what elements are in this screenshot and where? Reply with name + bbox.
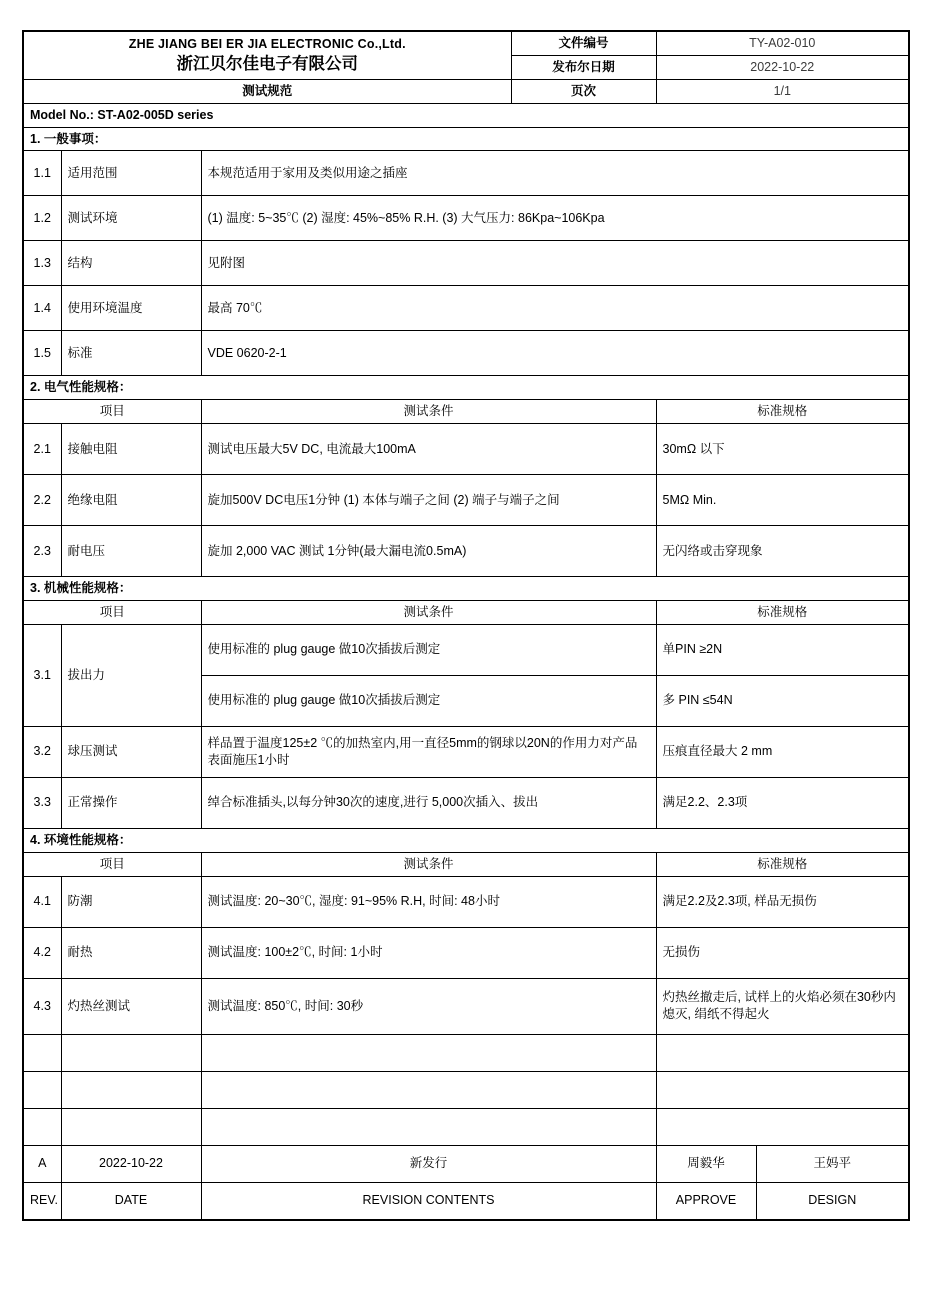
row-spec: 满足2.2及2.3项, 样品无损伤	[656, 876, 909, 927]
blank-cell	[656, 1108, 909, 1145]
revision-entry-row	[23, 1145, 909, 1182]
revision-label-contents: REVISION CONTENTS	[201, 1182, 656, 1220]
column-header-row	[23, 601, 909, 625]
header-row-3	[23, 79, 909, 103]
table-row	[23, 331, 909, 376]
column-header-item: 项目	[23, 852, 201, 876]
row-item: 正常操作	[61, 777, 201, 828]
column-header-item: 项目	[23, 601, 201, 625]
row-no: 2.3	[23, 526, 61, 577]
table-row	[23, 927, 909, 978]
table-row	[23, 777, 909, 828]
row-spec: 无闪络或击穿现象	[656, 526, 909, 577]
blank-cell	[61, 1108, 201, 1145]
section-title: 2. 电气性能规格：	[23, 376, 909, 400]
row-no: 3.1	[23, 624, 61, 726]
model-row	[23, 103, 909, 127]
row-condition: 样品置于温度125±2 ℃的加热室内,用一直径5mm的钢球以20N的作用力对产品表面施压1小时	[201, 726, 656, 777]
doc-no-value: TY-A02-010	[656, 31, 909, 55]
row-spec: 压痕直径最大 2 mm	[656, 726, 909, 777]
row-spec: 单PIN ≥2N	[656, 624, 909, 675]
revision-contents: 新发行	[201, 1145, 656, 1182]
page-label: 页次	[511, 79, 656, 103]
row-spec: 多 PIN ≤54N	[656, 675, 909, 726]
section-heading-2	[23, 376, 909, 400]
row-spec: 灼热丝撤走后, 试样上的火焰必须在30秒内熄灭, 绢纸不得起火	[656, 978, 909, 1034]
row-item: 防潮	[61, 876, 201, 927]
row-no: 1.5	[23, 331, 61, 376]
column-header-condition: 测试条件	[201, 400, 656, 424]
row-item: 耐电压	[61, 526, 201, 577]
column-header-condition: 测试条件	[201, 601, 656, 625]
blank-row	[23, 1071, 909, 1108]
revision-label-rev: REV.	[23, 1182, 61, 1220]
company-name-en: ZHE JIANG BEI ER JIA ELECTRONIC Co.,Ltd.	[128, 36, 406, 51]
section-title: 3. 机械性能规格：	[23, 577, 909, 601]
row-condition: 旋加 2,000 VAC 测试 1分钟(最大漏电流0.5mA)	[201, 526, 656, 577]
row-condition: 使用标准的 plug gauge 做10次插拔后测定	[201, 675, 656, 726]
column-header-spec: 标准规格	[656, 400, 909, 424]
table-row	[23, 526, 909, 577]
revision-approve: 周毅华	[656, 1145, 756, 1182]
blank-cell	[61, 1034, 201, 1071]
table-row	[23, 286, 909, 331]
row-spec: 满足2.2、2.3项	[656, 777, 909, 828]
revision-label-design: DESIGN	[756, 1182, 909, 1220]
blank-cell	[23, 1108, 61, 1145]
table-row	[23, 876, 909, 927]
row-spec: 无损伤	[656, 927, 909, 978]
row-no: 4.1	[23, 876, 61, 927]
revision-design: 王妈平	[756, 1145, 909, 1182]
row-condition: 绰合标准插头,以每分钟30次的速度,进行 5,000次插入、拔出	[201, 777, 656, 828]
row-item: 耐热	[61, 927, 201, 978]
blank-row	[23, 1034, 909, 1071]
row-item: 绝缘电阻	[61, 475, 201, 526]
table-row	[23, 424, 909, 475]
row-item: 接触电阻	[61, 424, 201, 475]
blank-cell	[656, 1071, 909, 1108]
document-title: 测试规范	[23, 79, 511, 103]
row-no: 1.2	[23, 196, 61, 241]
row-no: 3.2	[23, 726, 61, 777]
row-spec: 5MΩ Min.	[656, 475, 909, 526]
row-item: 测试环境	[61, 196, 201, 241]
row-item: 标准	[61, 331, 201, 376]
row-condition: 测试温度: 20~30℃, 湿度: 91~95% R.H, 时间: 48小时	[201, 876, 656, 927]
section-heading-1	[23, 127, 909, 151]
table-row	[23, 978, 909, 1034]
column-header-row	[23, 400, 909, 424]
table-row	[23, 241, 909, 286]
row-item: 拔出力	[61, 624, 201, 726]
row-no: 3.3	[23, 777, 61, 828]
blank-cell	[23, 1034, 61, 1071]
row-condition: (1) 温度: 5~35℃ (2) 湿度: 45%~85% R.H. (3) 大气压力: 86Kpa~106Kpa	[201, 196, 909, 241]
row-item: 使用环境温度	[61, 286, 201, 331]
table-row	[23, 475, 909, 526]
specification-table	[22, 30, 910, 1221]
revision-label-date: DATE	[61, 1182, 201, 1220]
section-title: 1. 一般事项：	[23, 127, 909, 151]
header-row-1	[23, 31, 909, 55]
blank-cell	[61, 1071, 201, 1108]
column-header-item: 项目	[23, 400, 201, 424]
row-no: 4.3	[23, 978, 61, 1034]
blank-cell	[656, 1034, 909, 1071]
revision-date: 2022-10-22	[61, 1145, 201, 1182]
row-condition: 测试温度: 100±2℃, 时间: 1小时	[201, 927, 656, 978]
section-heading-4	[23, 828, 909, 852]
blank-row	[23, 1108, 909, 1145]
model-number: Model No.: ST-A02-005D series	[23, 103, 909, 127]
page-value: 1/1	[656, 79, 909, 103]
row-no: 1.4	[23, 286, 61, 331]
blank-cell	[23, 1071, 61, 1108]
table-row	[23, 151, 909, 196]
section-heading-3	[23, 577, 909, 601]
row-no: 2.2	[23, 475, 61, 526]
row-condition: 本规范适用于家用及类似用途之插座	[201, 151, 909, 196]
blank-cell	[201, 1108, 656, 1145]
column-header-spec: 标准规格	[656, 852, 909, 876]
row-condition: 测试电压最大5V DC, 电流最大100mA	[201, 424, 656, 475]
revision-label-approve: APPROVE	[656, 1182, 756, 1220]
row-condition: VDE 0620-2-1	[201, 331, 909, 376]
issue-date-value: 2022-10-22	[656, 55, 909, 79]
row-no: 1.3	[23, 241, 61, 286]
row-item: 结构	[61, 241, 201, 286]
row-condition: 见附图	[201, 241, 909, 286]
column-header-row	[23, 852, 909, 876]
row-no: 2.1	[23, 424, 61, 475]
blank-cell	[201, 1071, 656, 1108]
blank-cell	[201, 1034, 656, 1071]
row-condition: 测试温度: 850℃, 时间: 30秒	[201, 978, 656, 1034]
row-no: 1.1	[23, 151, 61, 196]
column-header-spec: 标准规格	[656, 601, 909, 625]
doc-no-label: 文件编号	[511, 31, 656, 55]
row-spec: 30mΩ 以下	[656, 424, 909, 475]
row-condition: 最高 70℃	[201, 286, 909, 331]
row-item: 适用范围	[61, 151, 201, 196]
revision-label-row	[23, 1182, 909, 1220]
section-title: 4. 环境性能规格：	[23, 828, 909, 852]
revision-rev: A	[23, 1145, 61, 1182]
company-name-cell	[23, 31, 511, 79]
issue-date-label: 发布尔日期	[511, 55, 656, 79]
row-condition: 旋加500V DC电压1分钟 (1) 本体与端子之间 (2) 端子与端子之间	[201, 475, 656, 526]
table-row	[23, 726, 909, 777]
row-no: 4.2	[23, 927, 61, 978]
row-condition: 使用标准的 plug gauge 做10次插拔后测定	[201, 624, 656, 675]
row-item: 灼热丝测试	[61, 978, 201, 1034]
row-item: 球压测试	[61, 726, 201, 777]
column-header-condition: 测试条件	[201, 852, 656, 876]
table-row	[23, 624, 909, 675]
company-name-cn: 浙江贝尔佳电子有限公司	[176, 54, 358, 73]
table-row	[23, 196, 909, 241]
